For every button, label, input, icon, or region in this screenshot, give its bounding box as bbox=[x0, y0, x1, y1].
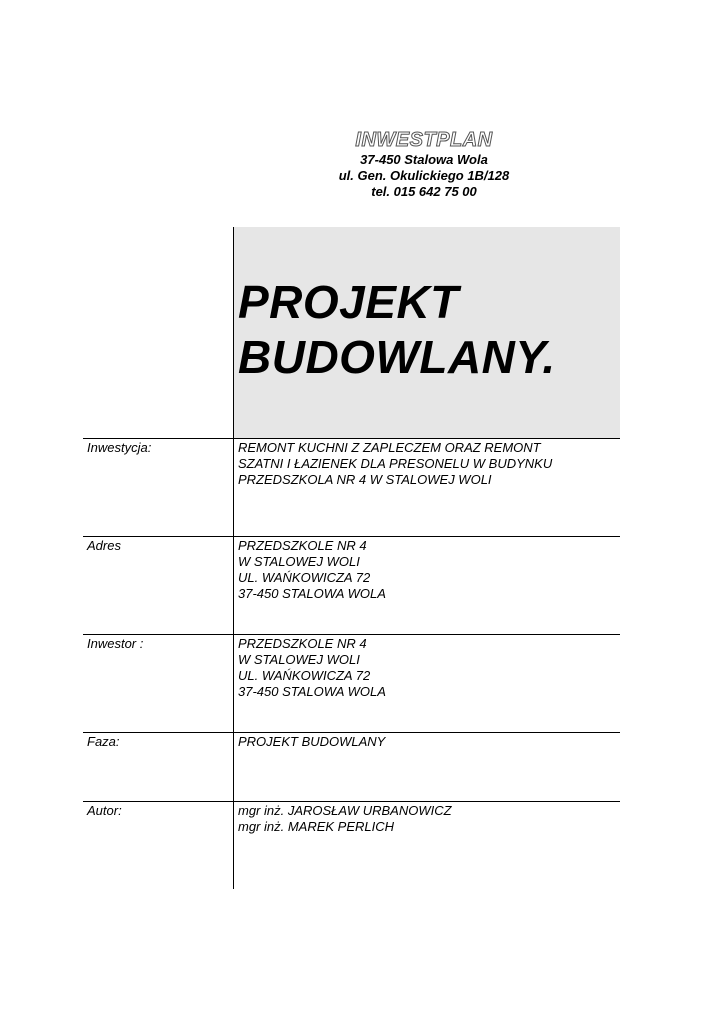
row-label: Autor: bbox=[87, 803, 122, 818]
row-phase bbox=[83, 732, 620, 749]
value-line: SZATNI I ŁAZIENEK DLA PRESONELU W BUDYNKU bbox=[238, 456, 553, 471]
row-investor bbox=[83, 634, 620, 699]
title-line-2: BUDOWLANY. bbox=[238, 331, 556, 383]
row-label: Adres bbox=[87, 538, 121, 553]
value-line: PROJEKT BUDOWLANY bbox=[238, 734, 386, 749]
row-label: Inwestycja: bbox=[87, 440, 152, 455]
value-line: W STALOWEJ WOLI bbox=[238, 554, 360, 569]
row-value bbox=[238, 538, 618, 602]
row-label: Faza: bbox=[87, 734, 120, 749]
row-investment bbox=[83, 438, 620, 487]
company-header bbox=[228, 128, 620, 200]
value-line: UL. WAŃKOWICZA 72 bbox=[238, 668, 371, 683]
row-value bbox=[238, 636, 618, 700]
value-line: PRZEDSZKOLE NR 4 bbox=[238, 636, 367, 651]
row-value bbox=[238, 440, 618, 488]
title-line-1: PROJEKT bbox=[238, 276, 459, 328]
value-line: REMONT KUCHNI Z ZAPLECZEM ORAZ REMONT bbox=[238, 440, 541, 455]
company-city: 37-450 Stalowa Wola bbox=[360, 152, 488, 167]
value-line: 37-450 STALOWA WOLA bbox=[238, 586, 386, 601]
company-phone: tel. 015 642 75 00 bbox=[371, 184, 477, 199]
value-line: 37-450 STALOWA WOLA bbox=[238, 684, 386, 699]
document-title bbox=[238, 275, 618, 385]
company-street: ul. Gen. Okulickiego 1B/128 bbox=[338, 168, 510, 183]
value-line: PRZEDSZKOLA NR 4 W STALOWEJ WOLI bbox=[238, 472, 492, 487]
column-divider bbox=[233, 227, 234, 889]
row-value bbox=[238, 803, 618, 835]
row-address bbox=[83, 536, 620, 601]
row-label: Inwestor : bbox=[87, 636, 144, 651]
value-line: mgr inż. JAROSŁAW URBANOWICZ bbox=[238, 803, 452, 818]
value-line: PRZEDSZKOLE NR 4 bbox=[238, 538, 367, 553]
row-value bbox=[238, 734, 618, 750]
value-line: UL. WAŃKOWICZA 72 bbox=[238, 570, 371, 585]
company-name: INWESTPLAN bbox=[355, 129, 493, 151]
value-line: mgr inż. MAREK PERLICH bbox=[238, 819, 395, 834]
row-author bbox=[83, 801, 620, 834]
value-line: W STALOWEJ WOLI bbox=[238, 652, 360, 667]
